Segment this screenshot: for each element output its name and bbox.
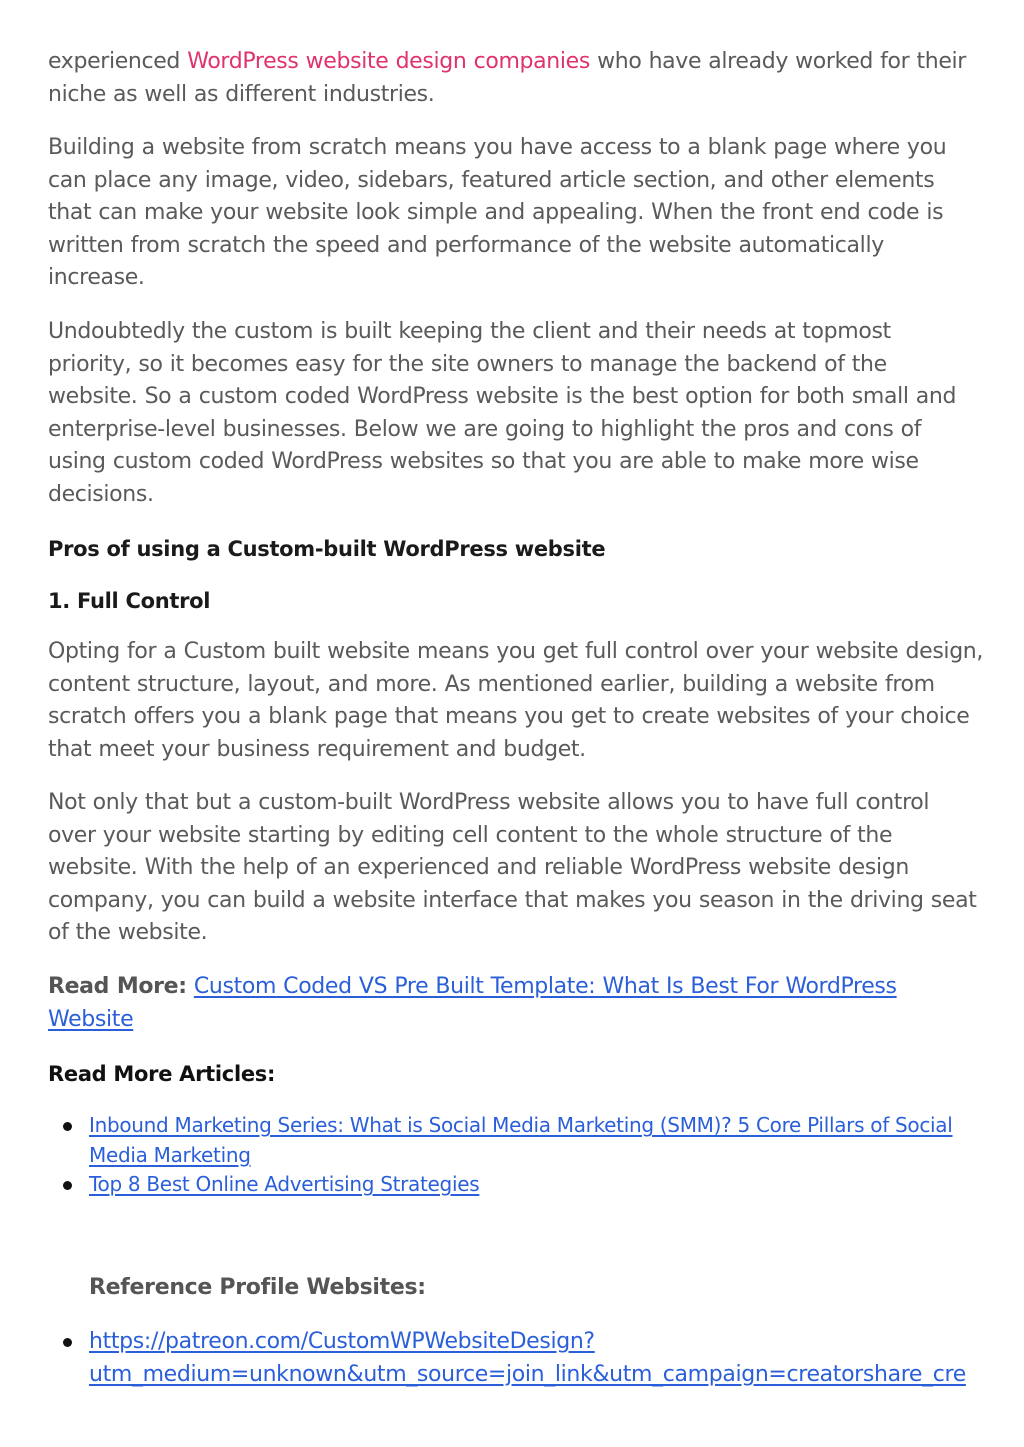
paragraph-building-from-scratch: Building a website from scratch means you have access to a blank page where you can place any image, video, sidebars, featured article section, and other elements that can make your website look simple and appealing. When the front end code is written from scratch the speed and performance of the website automatically increase. — [48, 135, 947, 291]
bullet-icon — [63, 1181, 72, 1190]
pros-heading: Pros of using a Custom-built WordPress website — [48, 537, 606, 561]
article-link-online-advertising[interactable]: Top 8 Best Online Advertising Strategies — [89, 1172, 480, 1196]
list-item — [48, 1325, 988, 1391]
article-link-line2: Media Marketing — [89, 1142, 251, 1167]
list-item — [48, 1111, 988, 1170]
full-control-heading: 1. Full Control — [48, 589, 211, 613]
articles-list — [48, 1111, 988, 1200]
read-more-label: Read More: — [48, 974, 187, 999]
wordpress-design-companies-link[interactable]: WordPress website design companies — [187, 49, 590, 74]
reference-link-line1: https://patreon.com/CustomWPWebsiteDesign? — [89, 1329, 595, 1354]
read-more-articles-heading: Read More Articles: — [48, 1062, 276, 1086]
reference-link-line2: utm_medium=unknown&utm_source=join_link&utm_campaign=creatorshare_cre — [89, 1362, 966, 1387]
bullet-icon — [63, 1338, 72, 1347]
paragraph-not-only-that: Not only that but a custom-built WordPress website allows you to have full control over your website starting by editing cell content to the whole structure of the website. With the help of an experienced and reliable WordPress website design company, you can build a website interface that makes you season in the driving seat of the website. — [48, 790, 977, 946]
intro-prefix: experienced — [48, 49, 188, 74]
patreon-reference-link[interactable] — [89, 1329, 966, 1387]
paragraph-opting-custom: Opting for a Custom built website means you get full control over your website design, content structure, layout, and more. As mentioned earlier, building a website from scratch offers you a blank page that means you get to create websites of your choice that meet your business requirement and budget. — [48, 639, 984, 762]
article-link-line1: Inbound Marketing Series: What is Social Media Marketing (SMM)? 5 Core Pillars of Social — [89, 1113, 953, 1137]
intro-suffix: who have already worked for their niche as well as different industries. — [48, 49, 966, 107]
read-more-link-line1: Custom Coded VS Pre Built Template: What Is Best For WordPress — [193, 974, 897, 999]
paragraph-undoubtedly-custom: Undoubtedly the custom is built keeping the client and their needs at topmost priority, so it becomes easy for the site owners to manage the backend of the website. So a custom coded WordPress website is the best option for both small and enterprise-level businesses. Below we are going to highlight the pros and cons of using custom coded WordPress websites so that you are able to make more wise decisions. — [48, 319, 957, 507]
read-more-link-line2: Website — [48, 1006, 134, 1032]
intro-paragraph — [48, 46, 978, 111]
bullet-icon — [63, 1122, 72, 1131]
read-more-line — [48, 971, 978, 1036]
article-link-inbound-marketing[interactable] — [89, 1113, 953, 1167]
reference-profiles-heading: Reference Profile Websites: — [89, 1275, 426, 1300]
reference-links-list — [48, 1325, 988, 1391]
list-item — [48, 1170, 988, 1200]
